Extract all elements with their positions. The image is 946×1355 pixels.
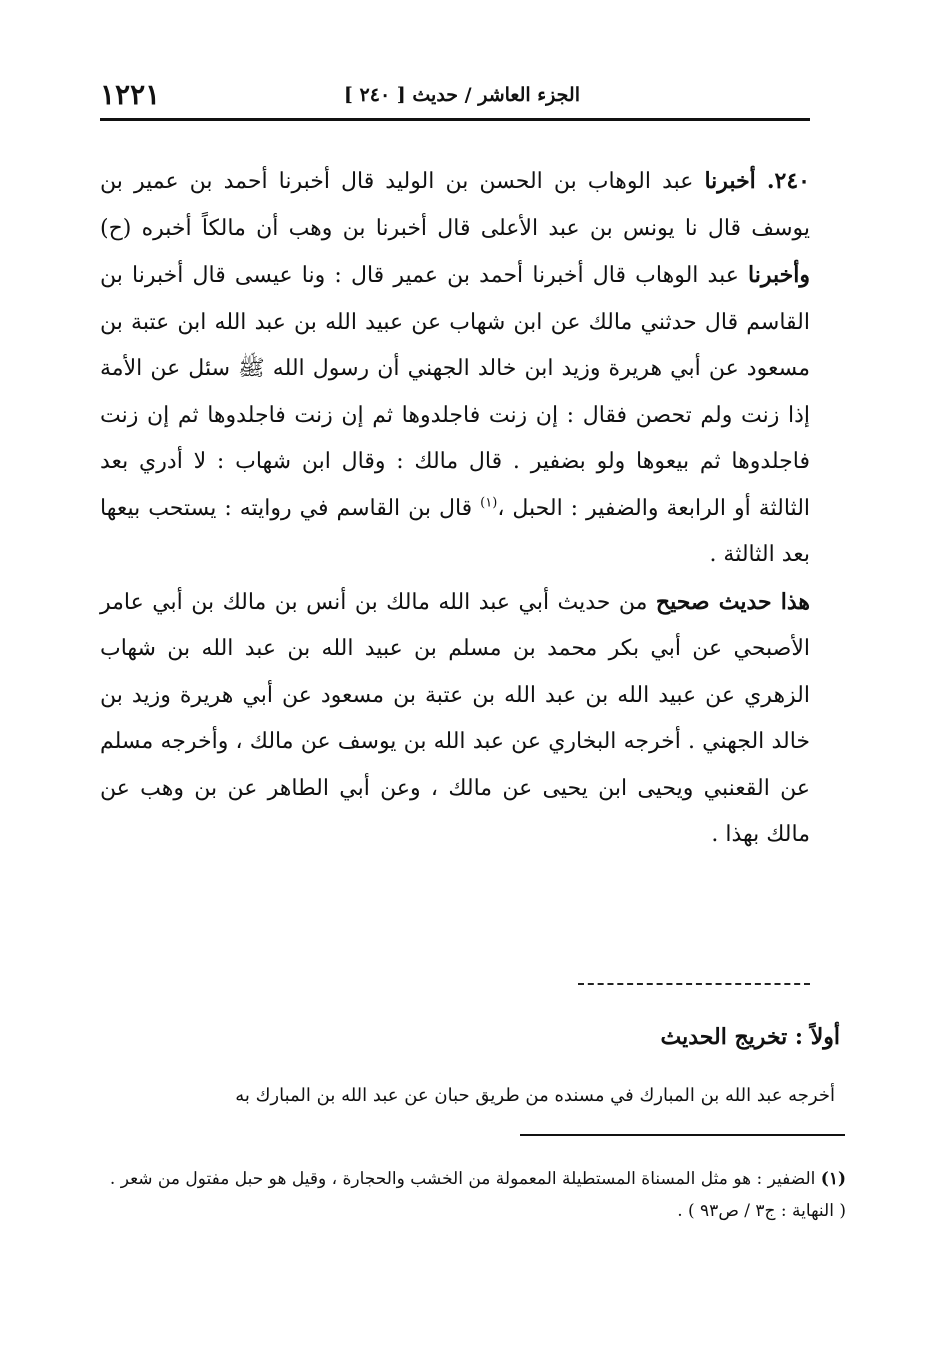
grading-label: هذا حديث صحيح bbox=[655, 588, 810, 615]
hadith-opening-word: أخبرنا bbox=[704, 168, 756, 194]
hadith-second-opening: وأخبرنا bbox=[748, 262, 810, 288]
section-separator bbox=[578, 983, 810, 985]
section-text: أخرجه عبد الله بن المبارك في مسنده من طريق حبان عن عبد الله بن المبارك به bbox=[235, 1085, 835, 1106]
page-header bbox=[100, 80, 810, 120]
section-heading: أولاً : تخريج الحديث bbox=[660, 1024, 840, 1050]
grading-paragraph bbox=[100, 579, 810, 859]
grading-text: من حديث أبي عبد الله مالك بن أنس بن مالك بن أبي عامر الأصبحي عن أبي بكر محمد بن مسلم بن عبيد الله بن عبد الله بن شهاب الزهري عن عبيد الله بن عبد الله بن عتبة بن مسعود عن أبي هريرة وزيد بن خالد الجهني . أخرجه البخاري عن عبد الله بن يوسف عن مالك ، وأخرجه مسلم عن القعنبي ويحيى ابن يحيى عن مالك ، وعن أبي الطاهر عن بن وهب عن مالك بهذا . bbox=[100, 589, 810, 847]
footnote-reference: (١) bbox=[480, 495, 498, 511]
hadith-text-2: عبد الوهاب قال أخبرنا أحمد بن عمير قال : ونا عيسى قال أخبرنا بن القاسم قال حدثني مالك عن ابن شهاب عن عبيد الله بن عبد الله ابن عتبة بن مسعود عن أبي هريرة وزيد ابن خالد الجهني أن رسول الله ﷺ سئل عن الأمة إذا زنت ولم تحصن فقال : إن زنت فاجلدوها ثم إن زنت فاجلدوها ثم إن زنت فاجلدوها ثم بيعوها ولو بضفير . قال مالك : وقال ابن شهاب : لا أدري بعد الثالثة أو الرابعة والضفير : الحبل ، bbox=[100, 263, 811, 521]
footnote-rule bbox=[520, 1134, 845, 1136]
hadith-text-1: عبد الوهاب بن الحسن بن الوليد قال أخبرنا أحمد بن عمير بن يوسف قال نا يونس بن عبد الأعلى قال أخبرنا بن وهب أن مالكاً أخبره (ح) bbox=[100, 169, 810, 241]
running-title: الجزء العاشر / حديث [ ٢٤٠ ] bbox=[343, 84, 580, 106]
footnote-text: الضفير : هو مثل المسناة المستطيلة المعمولة من الخشب والحجارة ، وقيل هو حبل مفتول من شعر . ( النهاية : ج٣ / ص٩٣ ) . bbox=[109, 1169, 846, 1221]
header-rule bbox=[100, 118, 810, 121]
footnote-marker: (١) bbox=[820, 1169, 846, 1189]
hadith-number: ٢٤٠. bbox=[766, 168, 810, 194]
main-text bbox=[100, 158, 810, 859]
hadith-text-3: قال بن القاسم في روايته : يستحب بيعها بعد الثالثة . bbox=[100, 495, 810, 567]
hadith-paragraph bbox=[100, 158, 810, 579]
page-number: ١٢٢١ bbox=[100, 78, 161, 111]
footnote bbox=[100, 1163, 846, 1227]
